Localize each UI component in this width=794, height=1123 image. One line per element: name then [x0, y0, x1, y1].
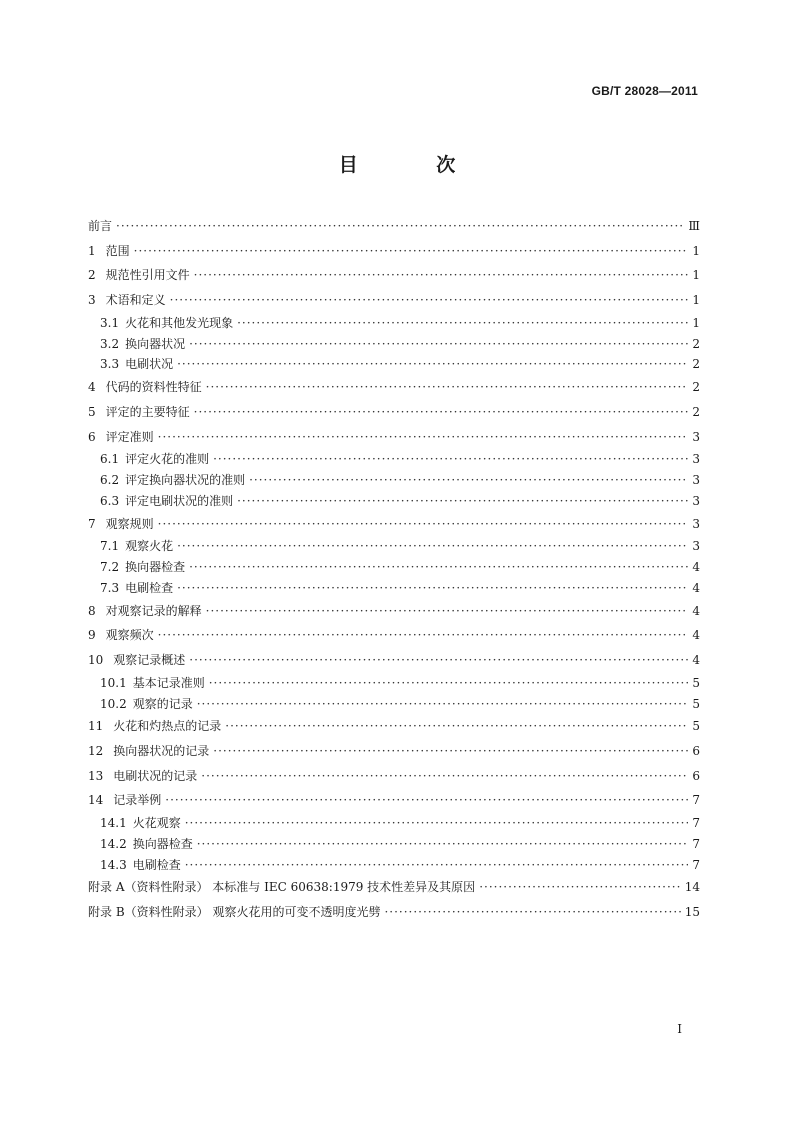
toc-entry-page: 1: [692, 315, 700, 330]
toc-entry-page: 5: [692, 696, 700, 711]
toc-entry-title: 换向器状况的记录: [113, 744, 210, 759]
toc-leader-dots: [177, 536, 688, 557]
toc-leader-dots: [189, 557, 688, 578]
toc-leader-dots: [213, 449, 688, 470]
toc-entry-number: 6.3: [100, 493, 120, 508]
toc-entry-title: 观察规则: [105, 516, 154, 531]
toc-entry[interactable]: [88, 813, 700, 834]
toc-leader-dots: [189, 334, 688, 355]
toc-entry-page: 7: [692, 857, 700, 872]
toc-leader-dots: [237, 491, 688, 512]
toc-leader-dots: [158, 425, 688, 450]
toc-leader-dots: [249, 470, 688, 491]
toc-entry[interactable]: [88, 578, 700, 599]
table-of-contents: [88, 214, 700, 925]
toc-entry[interactable]: [88, 536, 700, 557]
toc-entry-title: 观察频次: [105, 628, 154, 643]
toc-leader-dots: [185, 813, 688, 834]
toc-entry-title: 代码的资料性特征: [105, 380, 202, 395]
toc-entry-title: 换向器状况: [125, 336, 186, 351]
toc-leader-dots: [206, 375, 688, 400]
toc-entry[interactable]: [88, 354, 700, 375]
toc-entry-title: 电刷状况: [125, 357, 174, 372]
toc-leader-dots: [165, 788, 688, 813]
toc-leader-dots: [189, 648, 688, 673]
toc-entry[interactable]: [88, 400, 700, 425]
toc-entry[interactable]: [88, 512, 700, 537]
toc-entry-number: 3.1: [100, 315, 120, 330]
toc-entry-number: 4: [88, 380, 96, 395]
toc-leader-dots: [206, 599, 688, 624]
toc-entry-number: 10.2: [100, 696, 127, 711]
toc-entry-number: 6: [88, 429, 96, 444]
toc-entry[interactable]: [88, 648, 700, 673]
toc-entry-title: 电刷检查: [132, 857, 181, 872]
toc-entry[interactable]: [88, 855, 700, 876]
toc-entry[interactable]: [88, 623, 700, 648]
toc-entry-number: 9: [88, 628, 96, 643]
toc-entry-number: 7: [88, 516, 96, 531]
toc-entry-title: 火花和其他发光现象: [125, 315, 234, 330]
toc-entry-page: 1: [692, 293, 700, 308]
toc-entry[interactable]: [88, 788, 700, 813]
toc-entry-number: 3: [88, 293, 96, 308]
toc-entry-number: 10.1: [100, 675, 127, 690]
toc-entry-title: 电刷检查: [125, 580, 174, 595]
toc-entry-number: 7.3: [100, 580, 120, 595]
document-code: GB/T 28028—2011: [591, 84, 698, 98]
toc-leader-dots: [213, 739, 688, 764]
toc-entry-number: 13: [88, 768, 104, 783]
toc-entry-number: 7.2: [100, 560, 120, 575]
toc-entry-title: 评定电刷状况的准则: [125, 493, 234, 508]
toc-entry-page: 2: [692, 336, 700, 351]
toc-entry[interactable]: [88, 375, 700, 400]
toc-entry-page: 3: [692, 429, 700, 444]
toc-leader-dots: [194, 263, 688, 288]
toc-leader-dots: [194, 400, 688, 425]
toc-entry[interactable]: [88, 764, 700, 789]
toc-leader-dots: [158, 512, 688, 537]
toc-entry[interactable]: [88, 875, 700, 900]
toc-entry-number: 7.1: [100, 539, 120, 554]
toc-entry-title: 附录 B（资料性附录） 观察火花用的可变不透明度光劈: [88, 905, 381, 920]
toc-entry-title: 火花和灼热点的记录: [113, 719, 222, 734]
toc-entry[interactable]: [88, 599, 700, 624]
toc-entry-title: 附录 A（资料性附录） 本标准与 IEC 60638:1979 技术性差异及其原因: [88, 880, 476, 895]
toc-entry-title: 评定火花的准则: [125, 452, 210, 467]
page-title: 目 次: [338, 154, 492, 176]
toc-entry-page: 5: [692, 719, 700, 734]
toc-entry-title: 评定换向器状况的准则: [125, 473, 246, 487]
toc-entry[interactable]: [88, 313, 700, 334]
toc-entry-page: 5: [692, 675, 700, 690]
toc-entry[interactable]: [88, 449, 700, 470]
toc-entry[interactable]: [88, 425, 700, 450]
page-number: I: [677, 1022, 682, 1036]
toc-entry-title: 规范性引用文件: [105, 268, 190, 283]
toc-leader-dots: [185, 855, 688, 876]
toc-entry-page: 7: [692, 793, 700, 808]
toc-entry-page: 6: [692, 744, 700, 759]
toc-entry-page: Ⅲ: [688, 219, 700, 233]
toc-entry-page: 3: [692, 539, 700, 554]
toc-entry-number: 1: [88, 243, 96, 258]
toc-entry-title: 对观察记录的解释: [105, 603, 202, 618]
toc-entry-page: 1: [692, 268, 700, 283]
toc-entry-number: 11: [88, 719, 104, 734]
toc-entry-page: 3: [692, 473, 700, 487]
toc-entry-number: 12: [88, 744, 104, 759]
toc-entry-page: 1: [692, 243, 700, 258]
toc-entry-title: 换向器检查: [132, 836, 193, 851]
toc-entry[interactable]: [88, 288, 700, 313]
toc-entry-number: 3.2: [100, 336, 120, 351]
toc-entry-title: 前言: [88, 219, 113, 233]
toc-entry[interactable]: [88, 214, 700, 239]
toc-entry[interactable]: [88, 263, 700, 288]
toc-entry-page: 2: [692, 380, 700, 395]
toc-entry[interactable]: [88, 673, 700, 694]
toc-leader-dots: [134, 239, 688, 264]
toc-entry-title: 范围: [105, 243, 130, 258]
toc-leader-dots: [209, 673, 688, 694]
toc-entry-page: 15: [684, 905, 700, 920]
toc-leader-dots: [479, 875, 681, 900]
toc-entry-title: 评定准则: [105, 429, 154, 444]
toc-entry-title: 术语和定义: [105, 293, 166, 308]
toc-leader-dots: [197, 694, 688, 715]
toc-entry-number: 6.1: [100, 452, 120, 467]
toc-entry-page: 3: [692, 516, 700, 531]
toc-entry-page: 4: [692, 628, 700, 643]
toc-entry-page: 4: [692, 603, 700, 618]
toc-entry-number: 10: [88, 653, 104, 668]
toc-entry-title: 火花观察: [132, 816, 181, 831]
toc-entry-title: 观察的记录: [132, 696, 193, 711]
toc-entry-number: 5: [88, 404, 96, 419]
toc-entry-page: 14: [684, 880, 700, 895]
toc-entry-page: 2: [692, 404, 700, 419]
toc-leader-dots: [177, 578, 688, 599]
toc-leader-dots: [225, 714, 688, 739]
toc-entry[interactable]: [88, 694, 700, 715]
toc-entry[interactable]: [88, 557, 700, 578]
toc-entry-number: 14.3: [100, 857, 127, 872]
toc-leader-dots: [237, 313, 688, 334]
toc-leader-dots: [384, 900, 680, 925]
toc-entry-page: 4: [692, 653, 700, 668]
toc-entry-page: 6: [692, 768, 700, 783]
toc-entry[interactable]: [88, 900, 700, 925]
toc-entry-title: 基本记录准则: [132, 675, 205, 690]
toc-leader-dots: [177, 354, 688, 375]
toc-entry-page: 7: [692, 836, 700, 851]
toc-entry-number: 3.3: [100, 357, 120, 372]
toc-leader-dots: [197, 834, 688, 855]
toc-entry-number: 8: [88, 603, 96, 618]
toc-entry-number: 14.2: [100, 836, 127, 851]
toc-entry-number: 14: [88, 793, 104, 808]
toc-entry[interactable]: [88, 739, 700, 764]
toc-entry[interactable]: [88, 491, 700, 512]
toc-entry-number: 14.1: [100, 816, 127, 831]
toc-leader-dots: [158, 623, 688, 648]
toc-leader-dots: [116, 214, 684, 239]
toc-entry-title: 电刷状况的记录: [113, 768, 198, 783]
toc-entry-page: 2: [692, 357, 700, 372]
toc-leader-dots: [170, 288, 688, 313]
toc-entry-page: 4: [692, 580, 700, 595]
toc-entry-page: 7: [692, 816, 700, 831]
toc-entry[interactable]: [88, 334, 700, 355]
toc-entry-title: 评定的主要特征: [105, 404, 190, 419]
toc-entry-number: 2: [88, 268, 96, 283]
toc-entry-number: 6.2: [100, 473, 120, 487]
toc-entry[interactable]: [88, 239, 700, 264]
toc-entry-title: 换向器检查: [125, 560, 186, 575]
toc-entry-page: 3: [692, 452, 700, 467]
toc-entry-title: 观察火花: [125, 539, 174, 554]
toc-entry-title: 记录举例: [113, 793, 162, 808]
toc-entry-title: 观察记录概述: [113, 653, 186, 668]
toc-entry[interactable]: [88, 714, 700, 739]
toc-entry[interactable]: [88, 470, 700, 491]
toc-entry-page: 4: [692, 560, 700, 575]
toc-entry[interactable]: [88, 834, 700, 855]
toc-leader-dots: [201, 764, 688, 789]
toc-entry-page: 3: [692, 493, 700, 508]
